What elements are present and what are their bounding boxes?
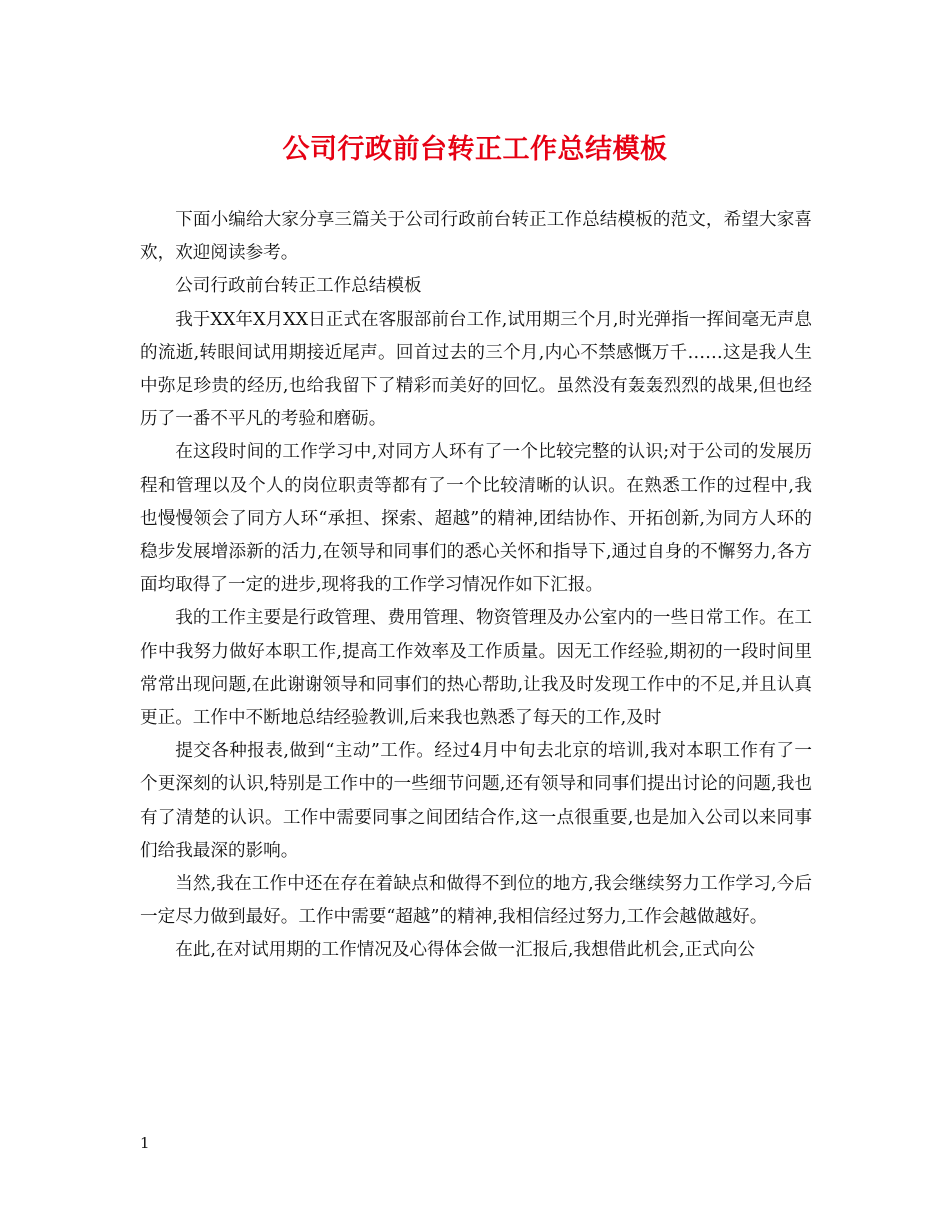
paragraph-shortcomings: 当然,我在工作中还在存在着缺点和做得不到位的地方,我会继续努力工作学习,今后一定尽力做到最好。工作中需要“超越”的精神,我相信经过努力,工作会越做越好。 — [140, 874, 812, 928]
paragraph-subtitle: 公司行政前台转正工作总结模板 — [175, 276, 422, 297]
paragraph-work-duties: 我的工作主要是行政管理、费用管理、物资管理及办公室内的一些日常工作。在工作中我努力做好本职工作,提高工作效率及工作质量。因无工作经验,期初的一段时间里常常出现问题,在此谢谢领导和同事们的热心帮助,让我及时发现工作中的不足,并且认真更正。工作中不断地总结经验教训,后来我也熟悉了每天的工作,及时 — [140, 608, 812, 729]
paragraph-intro: 下面小编给大家分享三篇关于公司行政前台转正工作总结模板的范文，希望大家喜欢，欢迎阅读参考。 — [140, 210, 812, 264]
document-body — [140, 204, 812, 968]
paragraph-closing: 在此,在对试用期的工作情况及心得体会做一汇报后,我想借此机会,正式向公 — [175, 940, 755, 961]
paragraph-reports-training: 提交各种报表,做到“主动”工作。经过4月中旬去北京的培训,我对本职工作有了一个更深刻的认识,特别是工作中的一些细节问题,还有领导和同事们提出讨论的问题,我也有了清楚的认识。工作中需要同事之间团结合作,这一点很重要,也是加入公司以来同事们给我最深的影响。 — [140, 741, 812, 861]
paragraph-start-date: 我于XX年X月XX日正式在客服部前台工作,试用期三个月,时光弹指一挥间毫无声息的流逝,转眼间试用期接近尾声。回首过去的三个月,内心不禁感慨万千……这是我人生中弥足珍贵的经历,也给我留下了精彩而美好的回忆。虽然没有轰轰烈烈的战果,但也经历了一番不平凡的考验和磨砺。 — [140, 309, 813, 430]
page-number: 1 — [140, 1134, 150, 1152]
paragraph-company-understanding: 在这段时间的工作学习中,对同方人环有了一个比较完整的认识;对于公司的发展历程和管理以及个人的岗位职责等都有了一个比较清晰的认识。在熟悉工作的过程中,我也慢慢领会了同方人环“承担、探索、超越”的精神,团结协作、开拓创新,为同方人环的稳步发展增添新的活力,在领导和同事们的悉心关怀和指导下,通过自身的不懈努力,各方面均取得了一定的进步,现将我的工作学习情况作如下汇报。 — [140, 442, 812, 596]
document-title: 公司行政前台转正工作总结模板 — [282, 134, 668, 165]
